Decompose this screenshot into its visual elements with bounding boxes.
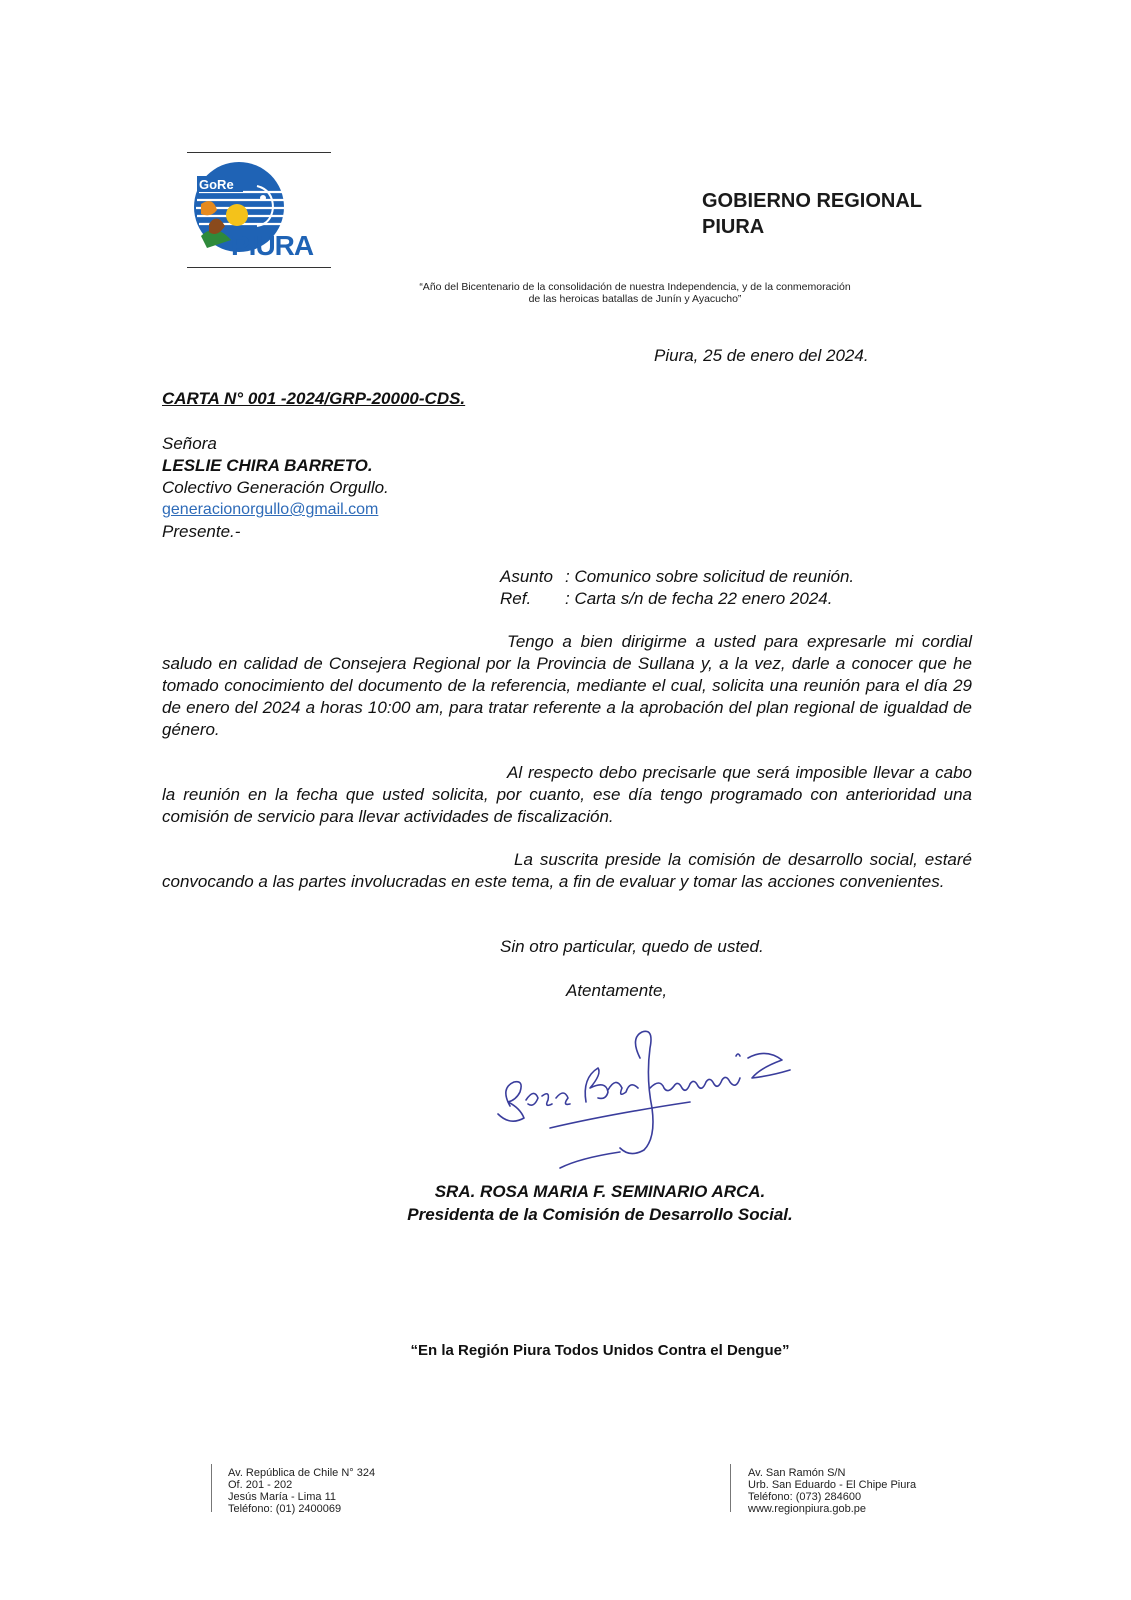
recipient-salutation: Señora (162, 434, 217, 453)
body-paragraph-1: Tengo a bien dirigirme a usted para expresarle mi cordial saludo en calidad de Consejera Regional por la Provincia de Sullana y, a la vez, darle a conocer que he tomado conocimiento del documento de la referencia, mediante el cual, solicita una reunión para el día 29 de enero del 2024 a horas 10:00 am, para tratar referente a la aprobación del plan regional de igualdad de género. (162, 632, 972, 739)
footer-divider-right (730, 1464, 731, 1512)
asunto-text: : Comunico sobre solicitud de reunión. (565, 567, 855, 586)
recipient-organization: Colectivo Generación Orgullo. (162, 478, 389, 497)
motto-line-1: “Año del Bicentenario de la consolidación de nuestra Independencia, y de la conmemoración (419, 281, 851, 293)
ref-label: Ref. (500, 589, 532, 608)
footer-right-line-1: Av. San Ramón S/N (748, 1467, 846, 1479)
footer-left-line-1: Av. República de Chile N° 324 (228, 1467, 376, 1479)
footer-right-line-3: Teléfono: (073) 284600 (748, 1491, 862, 1503)
ref-text: : Carta s/n de fecha 22 enero 2024. (565, 589, 833, 608)
gore-piura-logo (187, 152, 331, 268)
logo-wordmark: PIURA (231, 230, 314, 261)
signer-title: Presidenta de la Comisión de Desarrollo Social. (407, 1205, 793, 1224)
signer-name: SRA. ROSA MARIA F. SEMINARIO ARCA. (434, 1182, 766, 1201)
body-paragraph-3: La suscrita preside la comisión de desarrollo social, estaré convocando a las partes involucradas en este tema, a fin de evaluar y tomar las acciones convenientes. (162, 850, 972, 891)
recipient-block (162, 433, 389, 543)
footer-left-line-2: Of. 201 - 202 (228, 1479, 293, 1491)
body-paragraph-2: Al respecto debo precisarle que será imposible llevar a cabo la reunión en la fecha que usted solicita, por cuanto, ese día tengo programado con anterioridad una comisión de servicio para llevar actividades de fiscalización. (162, 763, 972, 826)
organization-line-1: GOBIERNO REGIONAL (702, 190, 923, 212)
footer-left-line-3: Jesús María - Lima 11 (228, 1491, 337, 1503)
year-motto (380, 281, 890, 305)
footer-left-line-4: Teléfono: (01) 2400069 (228, 1503, 342, 1515)
recipient-presente: Presente.- (162, 522, 241, 541)
recipient-name: LESLIE CHIRA BARRETO. (162, 456, 373, 475)
motto-line-2: de las heroicas batallas de Junín y Ayacucho” (528, 293, 742, 305)
organization-name (702, 188, 922, 240)
logo-badge-text: GoRe (199, 177, 234, 192)
asunto-label: Asunto (500, 567, 553, 586)
footer-address-lima (228, 1467, 375, 1515)
footer-right-website[interactable]: www.regionpiura.gob.pe (748, 1503, 867, 1515)
handwritten-signature (490, 1018, 810, 1173)
recipient-email-link[interactable]: generacionorgullo@gmail.com (162, 501, 379, 518)
footer-divider-left (211, 1464, 212, 1512)
letter-date: Piura, 25 de enero del 2024. (654, 346, 869, 365)
footer-address-piura (748, 1467, 916, 1515)
organization-line-2: PIURA (702, 216, 765, 238)
closing-regards: Atentamente, (566, 981, 668, 1000)
closing-line: Sin otro particular, quedo de usted. (500, 937, 764, 956)
letter-reference-code: CARTA N° 001 -2024/GRP-20000-CDS. (162, 389, 466, 408)
footer-right-line-2: Urb. San Eduardo - El Chipe Piura (748, 1479, 917, 1491)
subject-block (500, 566, 854, 610)
dengue-slogan: “En la Región Piura Todos Unidos Contra el Dengue” (410, 1342, 790, 1359)
